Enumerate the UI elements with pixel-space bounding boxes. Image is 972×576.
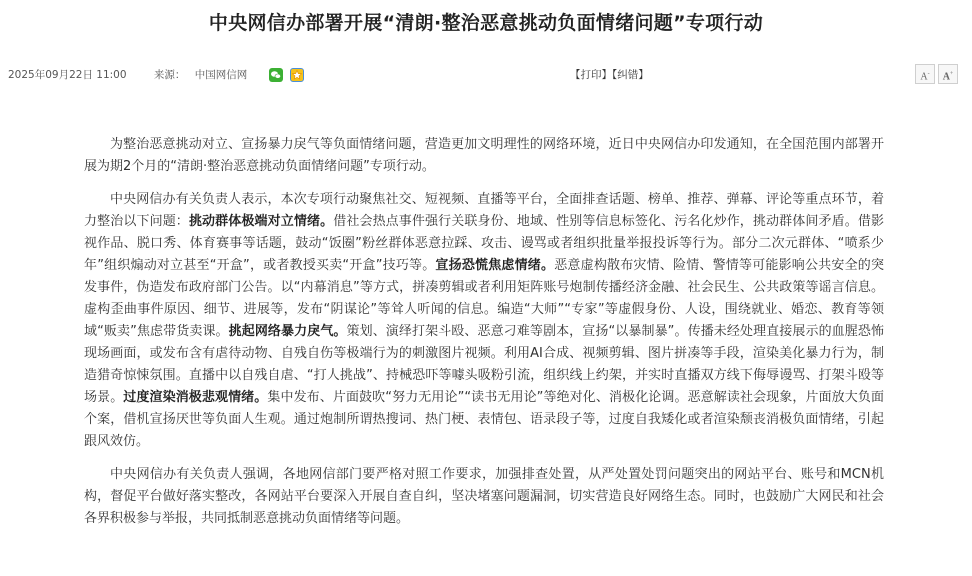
article-meta-bar xyxy=(8,64,964,84)
meta-left xyxy=(8,67,304,82)
wechat-bubbles-icon xyxy=(269,68,283,82)
meta-actions xyxy=(570,67,649,82)
publish-date: 2025年09月22日 11:00 xyxy=(8,69,127,81)
heading-panic: 宣扬恐慌焦虑情绪。 xyxy=(435,258,555,273)
print-link[interactable]: 【打印】 xyxy=(570,69,612,81)
text-hostility: 借社会热点事件强行关联身份、地域、性别等信息标签化、污名化炒作，挑动群体间矛盾。借影视作品、脱口秀、体育赛事等话题，鼓动“饭圈”粉丝群体恶意拉踩、攻击、谩骂或者组织批量举报投诉等行为。部分二次元群体、“喷系少年”组织煽动对立甚至“开盒”，或者教授买卖“开盒”技巧等。 xyxy=(84,214,884,273)
source-name: 中国网信网 xyxy=(194,69,248,81)
text-violence: 策划、演绎打架斗殴、恶意刁难等剧本，宣扬“以暴制暴”。传播未经处理直接展示的血腥恐怖现场画面，或发布含有虐待动物、自残自伤等极端行为的刺激图片视频。利用AI合成、视频剪辑、图片拼凑等手段，渲染美化暴力行为，制造猎奇惊悚氛围。直播中以自残自虐、“打人挑战”、持械恐吓等噱头吸粉引流，组织线上约架，并实时直播双方线下侮辱谩骂、打架斗殴等场景。 xyxy=(84,324,884,405)
heading-pessimism: 过度渲染消极悲观情绪。 xyxy=(123,390,268,405)
font-larger-label: A xyxy=(942,71,950,83)
text-panic: 恶意虚构散布灾情、险情、警情等可能影响公共安全的突发事件，伪造发布政府部门公告。以“内幕消息”等方式，拼凑剪辑或者利用矩阵账号炮制传播经济金融、社会民生、公共政策等谣言信息。虚构歪曲事件原因、细节、进展等，发布“阴谋论”等耸人听闻的信息。编造“大师”“专家”等虚假身份、人设，围绕就业、婚恋、教育等领域“贩卖”焦虑带货卖课。 xyxy=(84,258,884,339)
article-paragraph-1: 为整治恶意挑动对立、宣扬暴力戾气等负面情绪问题，营造更加文明理性的网络环境，近日中央网信办印发通知，在全国范围内部署开展为期2个月的“清朗·整治恶意挑动负面情绪问题”专项行动。 xyxy=(84,137,884,174)
star-icon xyxy=(291,69,303,81)
font-larger-button[interactable]: A+ xyxy=(938,64,958,84)
source-label: 来源： xyxy=(153,69,186,81)
font-smaller-button[interactable]: A- xyxy=(915,64,935,84)
article-title: 中央网信办部署开展“清朗·整治恶意挑动负面情绪问题”专项行动 xyxy=(208,12,764,34)
heading-hostility: 挑动群体极端对立情绪。 xyxy=(188,214,334,229)
article-body xyxy=(84,134,884,541)
article-paragraph-3: 中央网信办有关负责人强调，各地网信部门要严格对照工作要求，加强排查处置，从严处置处罚问题突出的网站平台、账号和MCN机构，督促平台做好落实整改，各网站平台要深入开展自查自纠，坚决堵塞问题漏洞，切实营造良好网络生态。同时，也鼓励广大网民和社会各界积极参与举报，共同抵制恶意挑动负面情绪等问题。 xyxy=(84,467,884,526)
font-smaller-label: A xyxy=(920,71,928,83)
qzone-share-icon[interactable] xyxy=(290,68,304,82)
article-paragraph-2 xyxy=(84,189,884,453)
wechat-share-icon[interactable] xyxy=(269,68,283,82)
heading-violence: 挑起网络暴力戾气。 xyxy=(228,324,347,339)
text-pessimism: 集中发布、片面鼓吹“努力无用论”“读书无用论”等绝对化、消极化论调。恶意解读社会现象，片面放大负面个案，借机宣扬厌世等负面人生观。通过炮制所谓热搜词、热门梗、表情包、语录段子等，过度自我矮化或者渲染颓丧消极负面情绪，引起跟风效仿。 xyxy=(84,390,884,449)
paragraph-2-intro: 中央网信办有关负责人表示，本次专项行动聚焦社交、短视频、直播等平台，全面排查话题、榜单、推荐、弹幕、评论等重点环节，着力整治以下问题： xyxy=(84,192,884,229)
correct-link[interactable]: 【纠错】 xyxy=(612,69,649,81)
